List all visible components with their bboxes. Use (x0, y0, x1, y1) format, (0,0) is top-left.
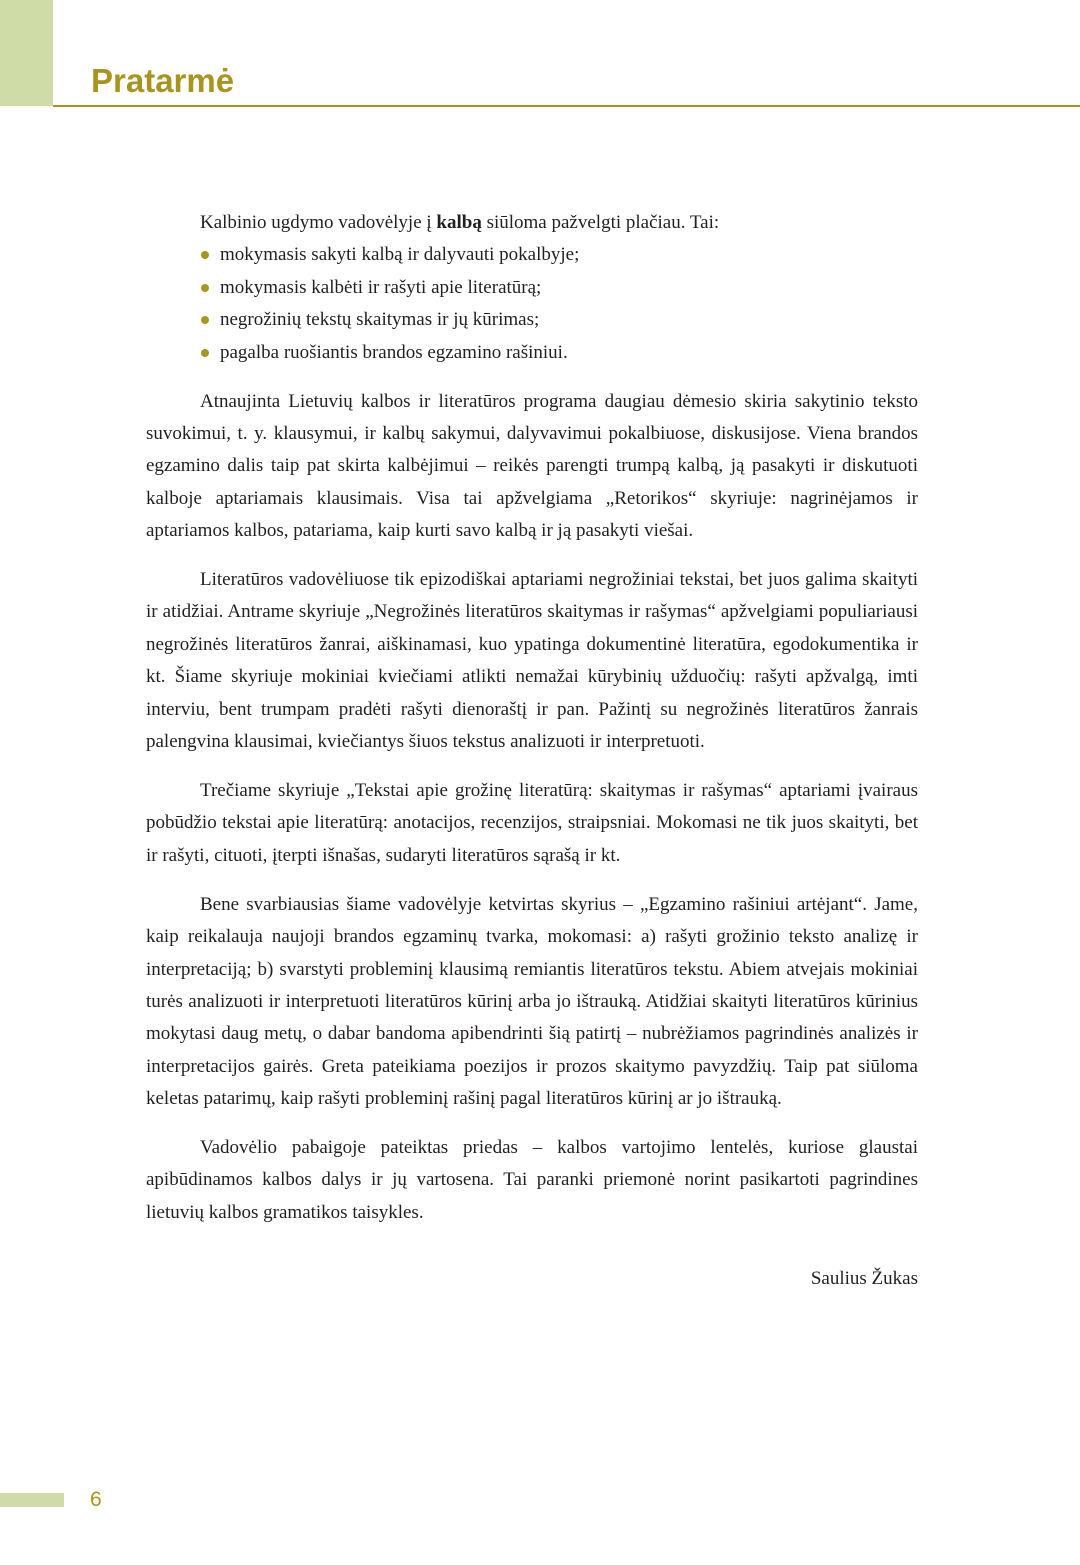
footer-decoration (0, 1493, 64, 1507)
list-item-text: mokymasis kalbėti ir rašyti apie literatūrą; (220, 276, 542, 298)
intro-text-after: siūloma pažvelgti plačiau. Tai: (481, 212, 720, 233)
paragraph-exam-essay: Bene svarbiausias šiame vadovėlyje ketvirtas skyrius – „Egzamino rašiniui artėjant“. Jame, kaip reikalauja naujoji brandos egzaminų tvarka, mokomasi: a) rašyti grožinio teksto analizę ir interpretaciją; b) svarstyti probleminį klausimą remiantis literatūros tekstu. Abiem atvejais mokiniai turės analizuoti ir interpretuoti literatūros kūrinį arba jo ištrauką. Atidžiai skaityti literatūros kūrinius mokytasi daug metų, o dabar bandoma apibendrinti šią patirtį – nubrėžiamos pagrindinės analizės ir interpretacijos gairės. Greta pateikiama poezijos ir prozos skaitymo pavyzdžių. Taip pat siūloma keletas patarimų, kaip rašyti probleminį rašinį pagal literatūros kūrinį ar jo ištrauką. (146, 893, 918, 1110)
bullet-icon (201, 284, 209, 292)
bullet-icon (201, 316, 209, 324)
list-item (200, 304, 918, 336)
list-item (200, 272, 918, 304)
paragraph-rhetoric: Atnaujinta Lietuvių kalbos ir literatūros programa daugiau dėmesio skiria sakytinio teksto suvokimui, t. y. klausymui, ir kalbų sakymui, dalyvavimui pokalbiuose, diskusijose. Viena brandos egzamino dalis taip pat skirta kalbėjimui – reikės parengti trumpą kalbą, ją pasakyti ir diskutuoti kalboje aptariamais klausimais. Visa tai apžvelgiama „Retorikos“ skyriuje: nagrinėjamos ir aptariamos kalbos, patariama, kaip kurti savo kalbą ir ją pasakyti viešai. (146, 390, 918, 542)
bullet-icon (201, 251, 209, 259)
list-item-text: pagalba ruošiantis brandos egzamino rašiniui. (220, 341, 568, 363)
list-item (200, 239, 918, 271)
paragraph-texts-about-literature: Trečiame skyriuje „Tekstai apie grožinę literatūrą: skaitymas ir rašymas“ aptariami įvairaus pobūdžio tekstai apie literatūrą: anotacijos, recenzijos, straipsniai. Mokomasi ne tik juos skaityti, bet ir rašyti, cituoti, įterpti išnašas, sudaryti literatūros sąrašą ir kt. (146, 780, 918, 866)
list-item-text: mokymasis sakyti kalbą ir dalyvauti pokalbyje; (220, 244, 580, 266)
intro-bold-word: kalbą (436, 212, 482, 233)
paragraph-appendix: Vadovėlio pabaigoje pateiktas priedas – kalbos vartojimo lentelės, kuriose glaustai apibūdinamos kalbos dalys ir jų vartosena. Tai paranki priemonė norint pasikartoti pagrindines lietuvių kalbos gramatikos taisykles. (146, 1137, 918, 1223)
intro-text-before: Kalbinio ugdymo vadovėlyje į (200, 212, 437, 233)
list-item (200, 337, 918, 369)
list-item-text: negrožinių tekstų skaitymas ir jų kūrimas; (220, 309, 540, 331)
header-rule (53, 105, 1080, 107)
bullet-list (146, 239, 918, 369)
bullet-icon (201, 349, 209, 357)
page-number: 6 (90, 1488, 102, 1511)
page-title: Pratarmė (91, 62, 235, 99)
paragraph-nonfiction: Literatūros vadovėliuose tik epizodiškai aptariami negrožiniai tekstai, bet juos galima skaityti ir atidžiai. Antrame skyriuje „Negrožinės literatūros skaitymas ir rašymas“ apžvelgiami populiariausi negrožinės literatūros žanrai, aiškinamasi, kuo ypatinga dokumentinė literatūra, egodokumentika ir kt. Šiame skyriuje mokiniai kviečiami atlikti nemažai kūrybinių užduočių: rašyti apžvalgą, imti interviu, bent trumpam pradėti rašyti dienoraštį ir pan. Pažintį su negrožinės literatūros žanrais palengvina klausimai, kviečiantys šiuos tekstus analizuoti ir interpretuoti. (146, 569, 918, 753)
intro-paragraph (200, 207, 918, 239)
body-text (146, 207, 918, 1296)
author-signature: Saulius Žukas (810, 1268, 918, 1290)
corner-decoration (0, 0, 53, 106)
